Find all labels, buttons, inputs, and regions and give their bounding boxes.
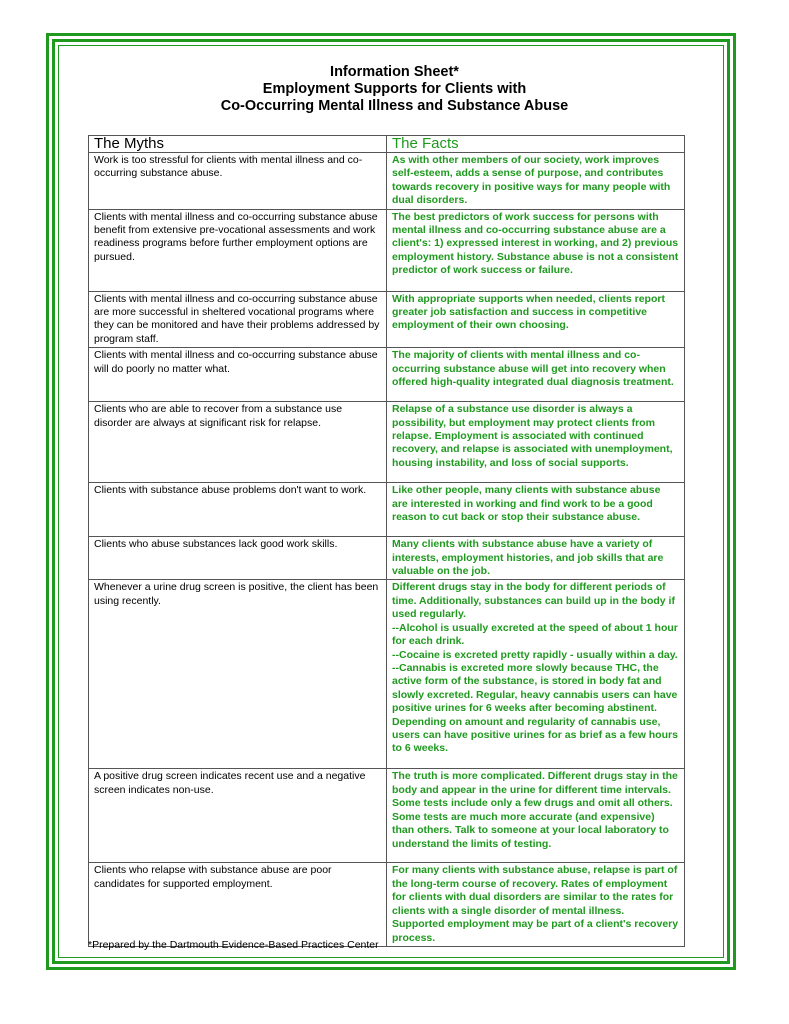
fact-cell: The truth is more complicated. Different drugs stay in the body and appear in the urine for different time intervals. Some tests include only a few drugs and omit all others. Some tests are much more accurate (and expensive) than others. Talk to someone at your local laboratory to understand the limits of testing.: [387, 769, 685, 863]
table-row: [89, 291, 685, 348]
table-row: [89, 153, 685, 210]
myths-facts-table: [88, 135, 685, 947]
myth-cell: Clients who abuse substances lack good work skills.: [89, 537, 387, 580]
table-row: [89, 483, 685, 537]
fact-cell: With appropriate supports when needed, clients report greater job satisfaction and success in competitive employment of their own choosing.: [387, 291, 685, 348]
fact-cell: As with other members of our society, work improves self-esteem, adds a sense of purpose, and contributes towards recovery in positive ways for many people with dual disorders.: [387, 153, 685, 210]
myth-cell: Clients with substance abuse problems don't want to work.: [89, 483, 387, 537]
footnote: *Prepared by the Dartmouth Evidence-Based Practices Center: [88, 939, 379, 951]
title-line-2: Employment Supports for Clients with: [262, 81, 527, 97]
title-line-3: Co-Occurring Mental Illness and Substance Abuse: [220, 98, 569, 114]
fact-cell: The majority of clients with mental illness and co-occurring substance abuse will get into recovery when offered high-quality integrated dual diagnosis treatment.: [387, 348, 685, 402]
myth-cell: Clients with mental illness and co-occurring substance abuse will do poorly no matter what.: [89, 348, 387, 402]
myth-cell: Clients with mental illness and co-occurring substance abuse are more successful in sheltered vocational programs where they can be monitored and have their problems addressed by program staff.: [89, 291, 387, 348]
facts-column-header: The Facts: [387, 136, 685, 153]
table-row: [89, 402, 685, 483]
table-row: [89, 537, 685, 580]
myth-cell: Work is too stressful for clients with mental illness and co-occurring substance abuse.: [89, 153, 387, 210]
myth-cell: A positive drug screen indicates recent use and a negative screen indicates non-use.: [89, 769, 387, 863]
document-title: [0, 64, 789, 115]
table-header-row: [89, 136, 685, 153]
title-line-1: Information Sheet*: [330, 64, 459, 80]
myth-cell: Clients who relapse with substance abuse are poor candidates for supported employment.: [89, 863, 387, 946]
table-row: [89, 348, 685, 402]
fact-cell: For many clients with substance abuse, relapse is part of the long-term course of recovery. Rates of employment for clients with dual disorders are similar to the rates for clients with a single disorder of mental illness. Supported employment may be part of a client's recovery process.: [387, 863, 685, 946]
table-row: [89, 209, 685, 291]
myths-column-header: The Myths: [89, 136, 387, 153]
fact-cell: The best predictors of work success for persons with mental illness and co-occurring substance abuse are a client's: 1) expressed interest in working, and 2) previous employment history. Substance abuse is not a consistent predictor of work success or failure.: [387, 209, 685, 291]
table-row: [89, 863, 685, 946]
myth-cell: Whenever a urine drug screen is positive, the client has been using recently.: [89, 580, 387, 769]
fact-cell: Relapse of a substance use disorder is always a possibility, but employment may protect clients from relapse. Employment is associated with continued recovery, and relapse is associated with unemployment, housing instability, and loss of social supports.: [387, 402, 685, 483]
table-row: [89, 769, 685, 863]
fact-cell: Different drugs stay in the body for different periods of time. Additionally, substances can build up in the body if used regularly. --Alcohol is usually excreted at the speed of about 1 hour for each drink. --Cocaine is excreted pretty rapidly - usually within a day. --Cannabis is excreted more slowly because THC, the active form of the substance, is stored in body fat and slowly excreted. Regular, heavy cannabis users can have positive urines for 6 weeks after becoming abstinent. Depending on amount and regularity of cannabis use, users can have positive urines for as brief as a few hours to 6 weeks.: [387, 580, 685, 769]
table-row: [89, 580, 685, 769]
myth-cell: Clients with mental illness and co-occurring substance abuse benefit from extensive pre-vocational assessments and work readiness programs before further employment options are pursued.: [89, 209, 387, 291]
myth-cell: Clients who are able to recover from a substance use disorder are always at significant risk for relapse.: [89, 402, 387, 483]
fact-cell: Like other people, many clients with substance abuse are interested in working and find work to be a good reason to cut back or stop their substance abuse.: [387, 483, 685, 537]
fact-cell: Many clients with substance abuse have a variety of interests, employment histories, and job skills that are valuable on the job.: [387, 537, 685, 580]
